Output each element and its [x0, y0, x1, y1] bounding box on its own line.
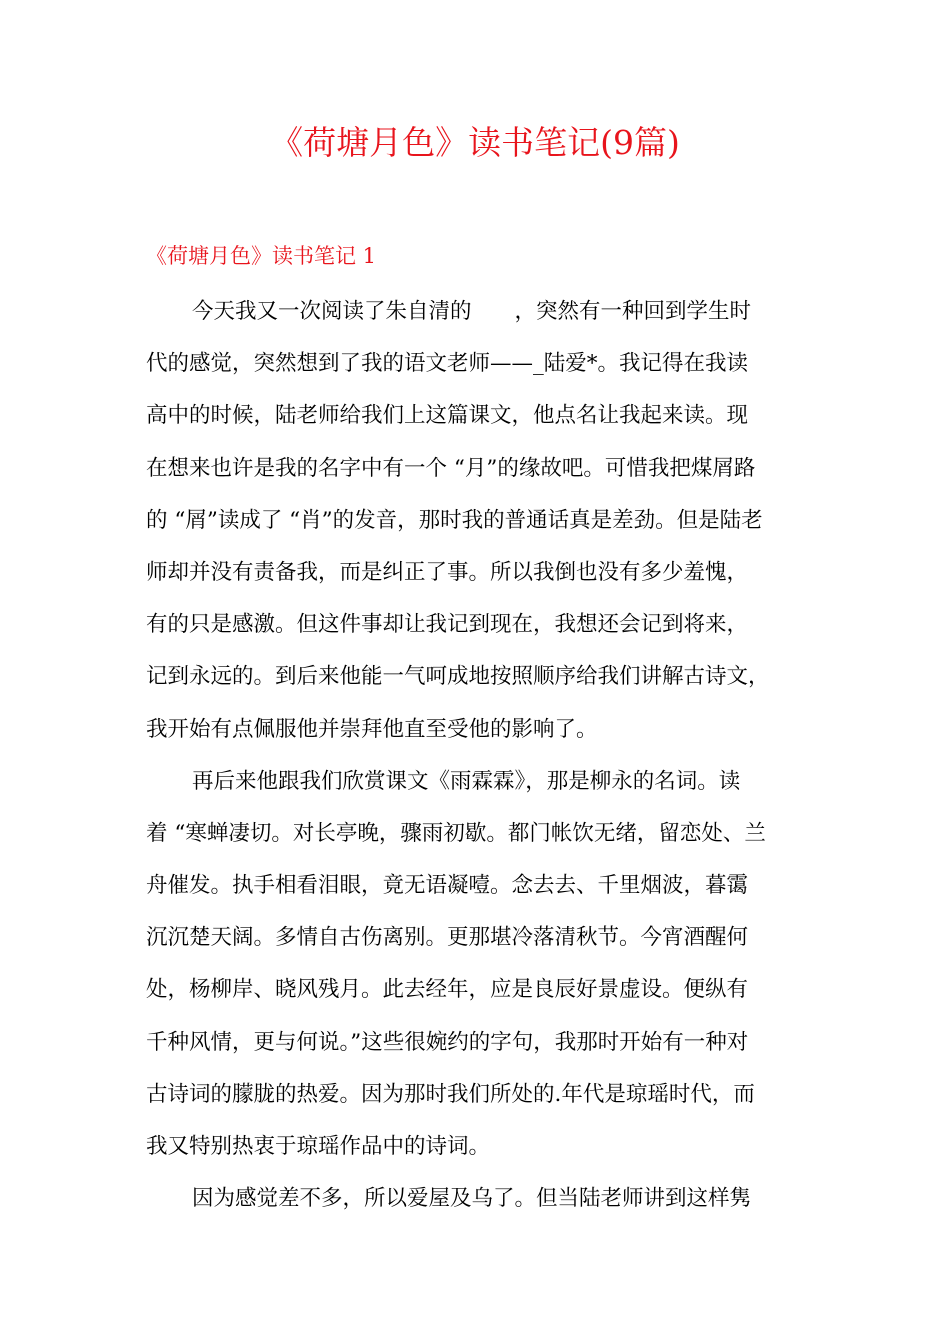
text-line: 高中的时候，陆老师给我们上这篇课文，他点名让我起来读。现 [146, 403, 749, 429]
text-line: 记到永远的。到后来他能一气呵成地按照顺序给我们讲解古诗文， [146, 664, 770, 690]
text-line: 着 “寒蝉凄切。对长亭晚，骤雨初歇。都门帐饮无绪，留恋处、兰 [146, 820, 766, 846]
text-line: 舟催发。执手相看泪眼，竟无语凝噎。念去去、千里烟波，暮霭 [146, 873, 749, 899]
document-title: 《荷塘月色》读书笔记(9篇) [270, 123, 680, 162]
text-line: 千种风情，更与何说。”这些很婉约的字句，我那时开始有一种对 [146, 1029, 749, 1055]
text-line: 有的只是感激。但这件事却让我记到现在，我想还会记到将来， [146, 612, 749, 638]
text-line: 因为感觉差不多，所以爱屋及乌了。但当陆老师讲到这样隽 [192, 1186, 752, 1212]
text-line: 再后来他跟我们欣赏课文《雨霖霖》，那是柳永的名词。读 [192, 768, 741, 794]
text-line: 的 “屑”读成了 “肖”的发音，那时我的普通话真是差劲。但是陆老 [146, 507, 763, 533]
text-line: 处，杨柳岸、晓风残月。此去经年，应是良辰好景虚设。便纵有 [146, 977, 749, 1003]
text-line: 古诗词的朦胧的热爱。因为那时我们所处的.年代是琼瑶时代，而 [146, 1081, 755, 1107]
text-line: 我开始有点佩服他并崇拜他直至受他的影响了。 [146, 716, 598, 742]
text-line: 师却并没有责备我，而是纠正了事。所以我倒也没有多少羞愧， [146, 559, 749, 585]
text-line: 在想来也许是我的名字中有一个 “月”的缘故吧。可惜我把煤屑路 [146, 455, 756, 481]
text-line: 代的感觉，突然想到了我的语文老师——_陆爱*。我记得在我读 [146, 351, 749, 377]
text-line: 今天我又一次阅读了朱自清的 ，突然有一种回到学生时 [192, 299, 752, 324]
section-heading: 《荷塘月色》读书笔记 1 [146, 244, 377, 268]
text-line: 沉沉楚天阔。多情自古伤离别。更那堪冷落清秋节。今宵酒醒何 [146, 925, 749, 951]
body-text [146, 286, 826, 1225]
text-line: 我又特别热衷于琼瑶作品中的诗词。 [146, 1134, 491, 1159]
